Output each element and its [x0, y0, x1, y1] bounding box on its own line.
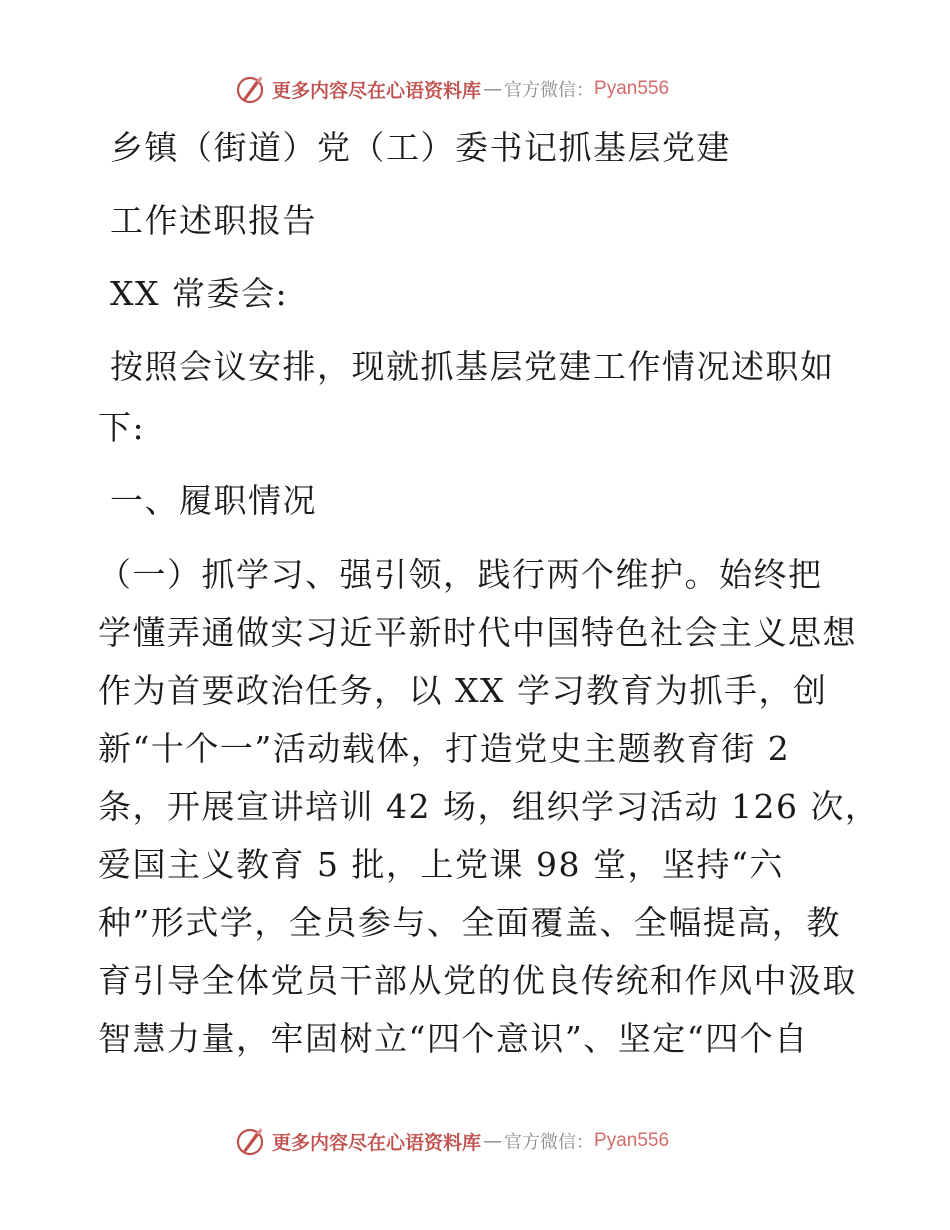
- watermark-dash: —: [483, 78, 503, 100]
- watermark-main-text: 更多内容尽在心语资料库: [272, 79, 482, 102]
- paragraph-line: （一）抓学习、强引领，践行两个维护。始终把: [98, 555, 823, 594]
- quill-pen-circle-icon: [234, 73, 266, 105]
- paragraph-line: 学懂弄通做实习近平新时代中国特色社会主义思想: [98, 613, 857, 652]
- salutation: XX 常委会:: [110, 274, 289, 313]
- paragraph-line: 爱国主义教育 5 批，上党课 98 堂，坚持“六: [98, 845, 784, 884]
- quill-pen-circle-icon: [234, 1125, 266, 1157]
- document-title-line-1: 乡镇（街道）党（工）委书记抓基层党建: [110, 128, 731, 167]
- intro-line-2: 下:: [98, 408, 146, 447]
- intro-line-1: 按照会议安排，现就抓基层党建工作情况述职如: [110, 347, 835, 386]
- watermark-id: Pyan556: [594, 1130, 670, 1151]
- paragraph-line: 条，开展宣讲培训 42 场，组织学习活动 126 次，: [98, 787, 880, 826]
- watermark-label: 官方微信：: [504, 80, 595, 101]
- watermark-id: Pyan556: [594, 78, 670, 99]
- watermark-label: 官方微信：: [504, 1132, 595, 1153]
- paragraph-line: 育引导全体党员干部从党的优良传统和作风中汲取: [98, 961, 857, 1000]
- watermark-dash: —: [483, 1130, 503, 1152]
- paragraph-line: 作为首要政治任务，以 XX 学习教育为抓手，创: [98, 671, 828, 710]
- section-heading-1: 一、履职情况: [110, 481, 317, 520]
- paragraph-line: 新“十个一”活动载体，打造党史主题教育街 2: [98, 729, 791, 768]
- paragraph-line: 智慧力量，牢固树立“四个意识”、坚定“四个自: [98, 1019, 809, 1058]
- watermark-banner-top: [234, 72, 714, 106]
- watermark-banner-bottom: [234, 1124, 714, 1158]
- document-title-line-2: 工作述职报告: [110, 201, 317, 240]
- paragraph-line: 种”形式学，全员参与、全面覆盖、全幅提高，教: [98, 903, 841, 942]
- watermark-main-text: 更多内容尽在心语资料库: [272, 1131, 482, 1154]
